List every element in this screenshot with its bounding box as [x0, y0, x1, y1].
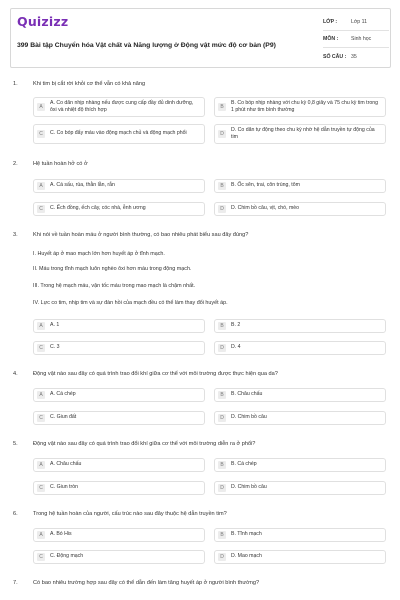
- statement-text: IV. Lực co tim, nhịp tim và sự đàn hồi của mạch đều có thể làm thay đổi huyết áp.: [33, 300, 228, 306]
- answer-option[interactable]: [33, 124, 205, 144]
- option-letter-badge: C: [37, 344, 45, 352]
- meta-value: 35: [351, 53, 357, 60]
- question-text: Trong hệ tuần hoàn của người, cấu trúc nào sau đây thuộc hệ dẫn truyền tim?: [33, 511, 227, 517]
- statement-text: I. Huyết áp ở mao mạch lớn hơn huyết áp ở tĩnh mạch.: [33, 251, 165, 257]
- option-letter-badge: C: [37, 205, 45, 213]
- answer-option[interactable]: [33, 319, 205, 333]
- option-letter-badge: B: [218, 391, 226, 399]
- meta-value: Lớp 11: [351, 19, 367, 25]
- answer-option[interactable]: [214, 528, 386, 542]
- answer-option[interactable]: [214, 124, 386, 144]
- answer-option[interactable]: [33, 458, 205, 472]
- answer-option[interactable]: [214, 388, 386, 402]
- question-text: Động vật nào sau đây có quá trình trao đổi khí giữa cơ thể với môi trường diễn ra ở phổi?: [33, 441, 256, 447]
- option-letter-badge: A: [37, 322, 45, 330]
- statement-text: II. Máu trong tĩnh mạch luôn nghèo ôxi hơn máu trong động mạch.: [33, 266, 192, 272]
- option-letter-badge: A: [37, 531, 45, 539]
- option-letter-badge: D: [218, 130, 226, 138]
- answer-option[interactable]: [214, 341, 386, 355]
- question-number: 2.: [13, 161, 18, 167]
- option-text: A. Cá sấu, rùa, thằn lằn, rắn: [50, 182, 115, 189]
- option-text: D. Co dãn tự động theo chu kỳ nhờ hệ dẫn truyền tự động của tim: [231, 126, 375, 140]
- option-text: B. 2: [231, 322, 241, 329]
- option-text: C. Giun đất: [50, 414, 77, 421]
- option-text: A. 1: [50, 322, 60, 329]
- option-text: D. Chim bồ câu: [231, 484, 267, 491]
- option-text: C. Động mạch: [50, 553, 84, 560]
- option-text: B. Tĩnh mạch: [231, 531, 262, 538]
- answer-option[interactable]: [33, 411, 205, 425]
- option-letter-badge: A: [37, 461, 45, 469]
- option-letter-badge: B: [218, 461, 226, 469]
- question-number: 4.: [13, 371, 18, 377]
- answer-option[interactable]: [33, 341, 205, 355]
- option-letter-badge: B: [218, 322, 226, 330]
- question-number: 1.: [13, 81, 18, 87]
- answer-option[interactable]: [33, 550, 205, 564]
- answer-option[interactable]: [33, 528, 205, 542]
- option-text: D. 4: [231, 344, 241, 351]
- option-text: C. Ếch đồng, ếch cây, cóc nhà, ễnh ương: [50, 205, 146, 212]
- statement-text: III. Trong hệ mạch máu, vận tốc máu trong mao mạch là chậm nhất.: [33, 283, 196, 289]
- option-text: C. 3: [50, 344, 60, 351]
- option-text: C. Giun tròn: [50, 484, 78, 491]
- option-letter-badge: D: [218, 553, 226, 561]
- option-letter-badge: C: [37, 130, 45, 138]
- answer-option[interactable]: [214, 319, 386, 333]
- option-text: A. Bó His: [50, 531, 72, 538]
- meta-key: LỚP :: [323, 19, 338, 25]
- meta-value: Sinh học: [351, 36, 372, 42]
- answer-option[interactable]: [33, 202, 205, 216]
- option-text: D. Chim bồ câu, vịt, chó, mèo: [231, 205, 300, 212]
- answer-option[interactable]: [214, 97, 386, 117]
- option-letter-badge: C: [37, 553, 45, 561]
- option-text: B. Cá chép: [231, 461, 257, 468]
- meta-key: SỐ CÂU :: [323, 53, 347, 60]
- page-title: 399 Bài tập Chuyển hóa Vật chất và Năng lượng ở Động vật mức độ cơ bản (P9): [17, 42, 276, 49]
- option-text: A. Cá chép: [50, 391, 76, 398]
- answer-option[interactable]: [33, 481, 205, 495]
- option-text: B. Ốc sên, trai, côn trùng, tôm: [231, 182, 300, 189]
- answer-option[interactable]: [214, 481, 386, 495]
- answer-option[interactable]: [33, 388, 205, 402]
- answer-option[interactable]: [214, 202, 386, 216]
- option-letter-badge: D: [218, 344, 226, 352]
- option-text: B. Co bóp nhịp nhàng với chu kỳ 0,8 giây và 75 chu kỳ tim trong 1 phút như tim bình thường: [231, 99, 379, 113]
- option-letter-badge: D: [218, 484, 226, 492]
- answer-option[interactable]: [214, 458, 386, 472]
- meta-key: MÔN :: [323, 36, 339, 42]
- question-text: Động vật nào sau đây có quá trình trao đổi khí giữa cơ thể với môi trường được thực hiện qua da?: [33, 371, 278, 377]
- option-letter-badge: A: [37, 182, 45, 190]
- option-letter-badge: A: [37, 103, 45, 111]
- option-letter-badge: C: [37, 414, 45, 422]
- option-letter-badge: D: [218, 205, 226, 213]
- answer-option[interactable]: [33, 179, 205, 193]
- question-text: Hệ tuần hoàn hở có ở: [33, 161, 88, 167]
- answer-option[interactable]: [214, 550, 386, 564]
- option-text: A. Co dãn nhịp nhàng nếu được cung cấp đầy đủ dinh dưỡng, ôxi và nhiệt độ thích hợp: [50, 99, 194, 113]
- option-text: C. Co bóp đẩy máu vào động mạch chủ và động mạch phổi: [50, 130, 187, 137]
- option-letter-badge: C: [37, 484, 45, 492]
- option-letter-badge: B: [218, 182, 226, 190]
- option-text: D. Chim bồ câu: [231, 414, 267, 421]
- option-letter-badge: B: [218, 531, 226, 539]
- option-text: D. Mao mạch: [231, 553, 262, 560]
- option-letter-badge: B: [218, 103, 226, 111]
- question-number: 5.: [13, 441, 18, 447]
- question-number: 6.: [13, 511, 18, 517]
- option-letter-badge: A: [37, 391, 45, 399]
- question-number: 3.: [13, 232, 18, 238]
- quizizz-logo: Quizizz: [17, 14, 69, 29]
- answer-option[interactable]: [214, 411, 386, 425]
- option-text: A. Châu chấu: [50, 461, 82, 468]
- option-letter-badge: D: [218, 414, 226, 422]
- answer-option[interactable]: [214, 179, 386, 193]
- question-text: Khi tim bị cắt rời khỏi cơ thể vẫn có khả năng: [33, 81, 146, 87]
- question-text: Có bao nhiêu trường hợp sau đây có thể dẫn đến làm tăng huyết áp ở người bình thường?: [33, 580, 260, 586]
- option-text: B. Châu chấu: [231, 391, 263, 398]
- question-text: Khi nói về tuần hoàn máu ở người bình thường, có bao nhiêu phát biểu sau đây đúng?: [33, 232, 249, 238]
- answer-option[interactable]: [33, 97, 205, 117]
- question-number: 7.: [13, 580, 18, 586]
